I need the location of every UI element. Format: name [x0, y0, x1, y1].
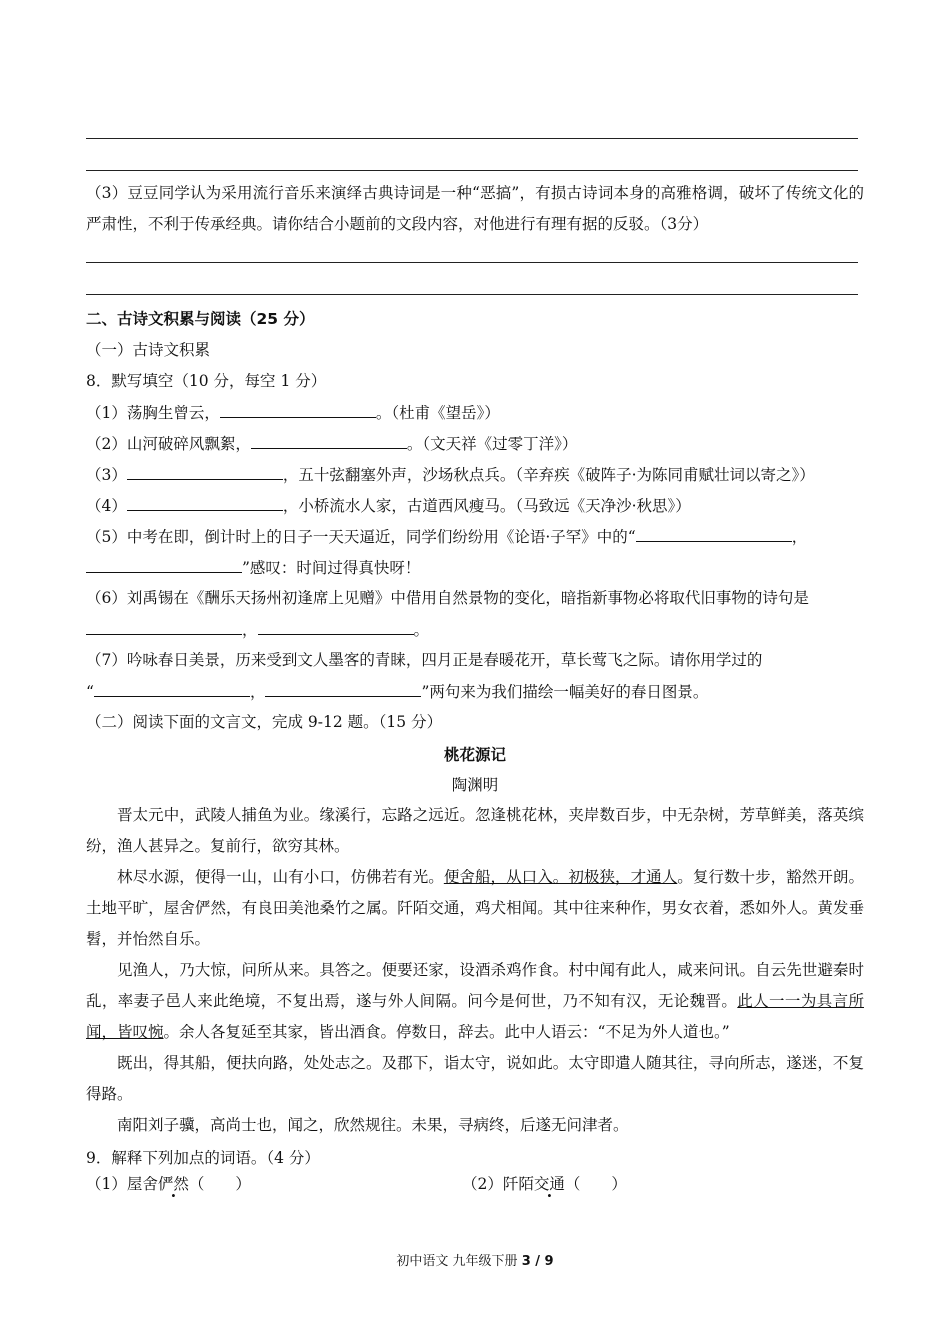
question-8-item-4: （4） ，小桥流水人家，古道西风瘦马。（马致远《天净沙·秋思》） — [86, 494, 866, 517]
question-8-title: 8．默写填空（10 分，每空 1 分） — [86, 372, 327, 390]
dotted-word: 交通 — [533, 1175, 565, 1193]
question-8-item-7-cont: “ ， ”两句来为我们描绘一幅美好的春日图景。 — [86, 680, 866, 703]
fill-blank[interactable] — [258, 618, 414, 635]
passage-paragraph: 南阳刘子骥，高尚士也，闻之，欣然规往。未果，寻病终，后遂无问津者。 — [117, 1116, 629, 1134]
question-8-item-1: （1）荡胸生曾云， 。（杜甫《望岳》） — [86, 401, 866, 424]
fill-blank[interactable] — [86, 556, 242, 573]
passage-paragraph: 晋太元中，武陵人捕鱼为业。缘溪行，忘路之远近。忽逢桃花林，夹岸数百步，中无杂树，芳草鲜美，落英缤纷，渔人甚异之。复前行，欲穷其林。 — [86, 806, 864, 855]
passage-paragraph: 既出，得其船，便扶向路，处处志之。及郡下，诣太守，说如此。太守即遣人随其往，寻向所志，遂迷，不复得路。 — [86, 1054, 864, 1103]
fill-blank[interactable] — [127, 463, 283, 480]
answer-line — [86, 138, 858, 139]
subsection-title: （二）阅读下面的文言文，完成 9-12 题。（15 分） — [86, 713, 443, 731]
question-8-item-3: （3） ，五十弦翻塞外声，沙场秋点兵。（辛弃疾《破阵子·为陈同甫赋壮词以寄之》） — [86, 463, 866, 486]
section-title: 二、古诗文积累与阅读（25 分） — [86, 310, 315, 328]
dotted-word: 俨然 — [157, 1175, 189, 1193]
page-footer: 初中语文 九年级下册 3 / 9 — [396, 1254, 554, 1269]
question-9-item-2: （2）阡陌交通（ ） — [462, 1175, 627, 1193]
page-number: 3 / 9 — [521, 1254, 554, 1269]
answer-line — [86, 262, 858, 263]
passage-paragraph: 林尽水源，便得一山，山有小口，仿佛若有光。便舍船，从口入。初极狭，才通人。复行数十步，豁然开朗。土地平旷，屋舍俨然，有良田美池桑竹之属。阡陌交通，鸡犬相闻。其中往来种作，男女衣着，悉如外人。黄发垂髫，并怡然自乐。 — [86, 868, 864, 948]
subsection-title: （一）古诗文积累 — [86, 341, 211, 359]
fill-blank[interactable] — [127, 494, 283, 511]
fill-blank[interactable] — [251, 432, 407, 449]
question-9-title: 9．解释下列加点的词语。（4 分） — [86, 1149, 320, 1167]
question-9-item-1: （1）屋舍俨然（ ） — [86, 1175, 251, 1193]
question-8-item-7: （7）吟咏春日美景，历来受到文人墨客的青睐，四月正是春暖花开，草长莺飞之际。请你用学过的 — [86, 651, 763, 669]
question-8-item-2: （2）山河破碎风飘絮， 。（文天祥《过零丁洋》） — [86, 432, 866, 455]
fill-blank[interactable] — [94, 680, 250, 697]
question-8-item-6-cont: ， 。 — [86, 618, 866, 641]
fill-blank[interactable] — [265, 680, 421, 697]
underlined-sentence: 便舍船，从口入。初极狭，才通人 — [443, 868, 678, 886]
fill-blank[interactable] — [86, 618, 242, 635]
answer-line — [86, 294, 858, 295]
question-8-item-5: （5）中考在即，倒计时上的日子一天天逼近，同学们纷纷用《论语·子罕》中的“ ， — [86, 525, 866, 548]
passage-author: 陶渊明 — [451, 776, 499, 794]
fill-blank[interactable] — [636, 525, 792, 542]
underlined-sentence: 此人一一为具言所闻，皆叹惋 — [86, 992, 864, 1041]
passage-title: 桃花源记 — [443, 746, 506, 764]
fill-blank[interactable] — [220, 401, 376, 418]
question-8-item-5-cont: ”感叹：时间过得真快呀！ — [86, 556, 866, 579]
question-8-item-6: （6）刘禹锡在《酬乐天扬州初逢席上见赠》中借用自然景物的变化，暗指新事物必将取代旧事物的诗句是 — [86, 589, 809, 607]
passage-paragraph: 见渔人，乃大惊，问所从来。具答之。便要还家，设酒杀鸡作食。村中闻有此人，咸来问讯。自云先世避秦时乱，率妻子邑人来此绝境，不复出焉，遂与外人间隔。问今是何世，乃不知有汉，无论魏晋。此人一一为具言所闻，皆叹惋。余人各复延至其家，皆出酒食。停数日，辞去。此中人语云：“不足为外人道也。” — [86, 961, 864, 1041]
answer-line — [86, 170, 858, 171]
question-7-3: （3）豆豆同学认为采用流行音乐来演绎古典诗词是一种“恶搞”，有损古诗词本身的高雅格调，破坏了传统文化的严肃性，不利于传承经典。请你结合小题前的文段内容，对他进行有理有据的反驳。（3分） — [86, 184, 864, 233]
